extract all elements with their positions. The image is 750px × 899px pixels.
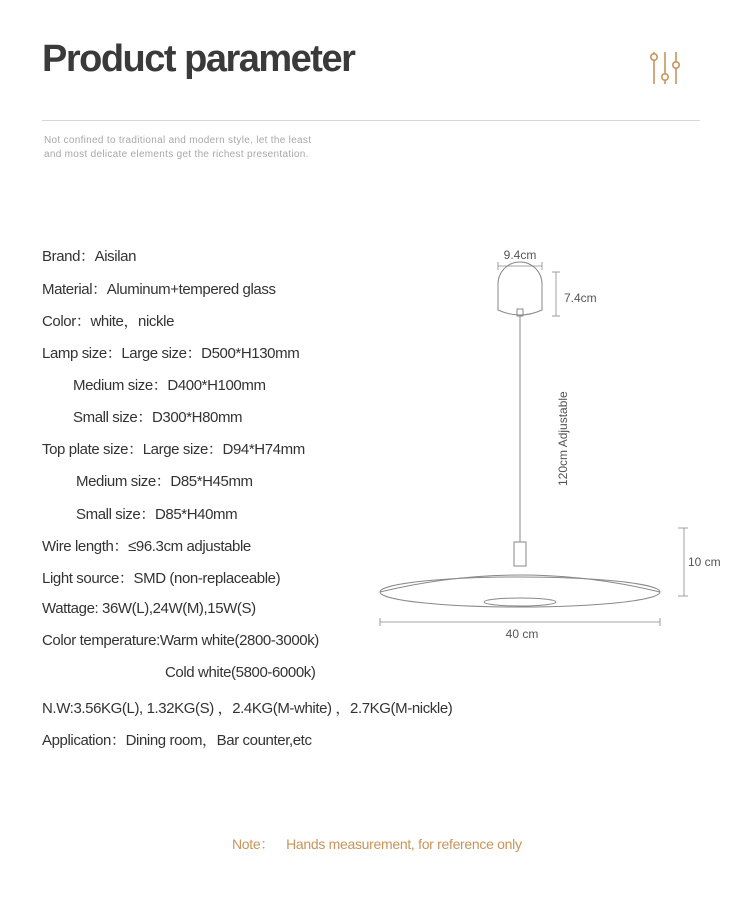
param-material: Material：Aluminum+tempered glass <box>42 281 276 298</box>
param-color: Color：white，nickle <box>42 313 175 330</box>
dim-lamp-height: 10 cm <box>688 555 721 569</box>
param-lamp-size-medium: Medium size：D400*H100mm <box>73 377 266 394</box>
param-color-temperature-cold: Cold white(5800-6000k) <box>165 664 316 681</box>
param-net-weight: N.W:3.56KG(L), 1.32KG(S) ，2.4KG(M-white) ，2.7KG(M-nickle) <box>42 700 453 717</box>
param-light-source: Light source：SMD (non-replaceable) <box>42 570 281 587</box>
header-divider <box>42 120 700 121</box>
param-lamp-size-large: Lamp size：Large size：D500*H130mm <box>42 345 300 362</box>
note-text: Hands measurement, for reference only <box>286 836 522 852</box>
param-brand: Brand：Aisilan <box>42 248 137 265</box>
measurement-note <box>232 834 534 854</box>
lamp-shade-shape <box>380 577 660 607</box>
param-top-plate-small: Small size：D85*H40mm <box>76 506 238 523</box>
canopy-shape <box>498 262 542 315</box>
param-color-temperature-warm: Color temperature:Warm white(2800-3000k) <box>42 632 319 649</box>
page-title: Product parameter <box>42 38 355 80</box>
param-top-plate-large: Top plate size：Large size：D94*H74mm <box>42 441 305 458</box>
lamp-dimension-diagram <box>370 240 740 660</box>
note-label: Note： <box>232 836 275 852</box>
param-wire-length: Wire length：≤96.3cm adjustable <box>42 538 251 555</box>
tagline: Not confined to traditional and modern style, let the least and most delicate elements get the richest presentation. <box>44 135 312 160</box>
dim-lamp-width: 40 cm <box>505 627 539 641</box>
dim-wire-length: 120cm Adjustable <box>556 391 570 486</box>
param-top-plate-medium: Medium size：D85*H45mm <box>76 473 253 490</box>
sliders-icon <box>648 50 682 86</box>
param-lamp-size-small: Small size：D300*H80mm <box>73 409 243 426</box>
connector-shape <box>514 542 526 566</box>
param-application: Application：Dining room，Bar counter,etc <box>42 732 312 749</box>
dim-top-height: 7.4cm <box>564 291 597 305</box>
dim-top-width: 9.4cm <box>503 248 537 262</box>
param-wattage: Wattage: 36W(L),24W(M),15W(S) <box>42 600 256 617</box>
